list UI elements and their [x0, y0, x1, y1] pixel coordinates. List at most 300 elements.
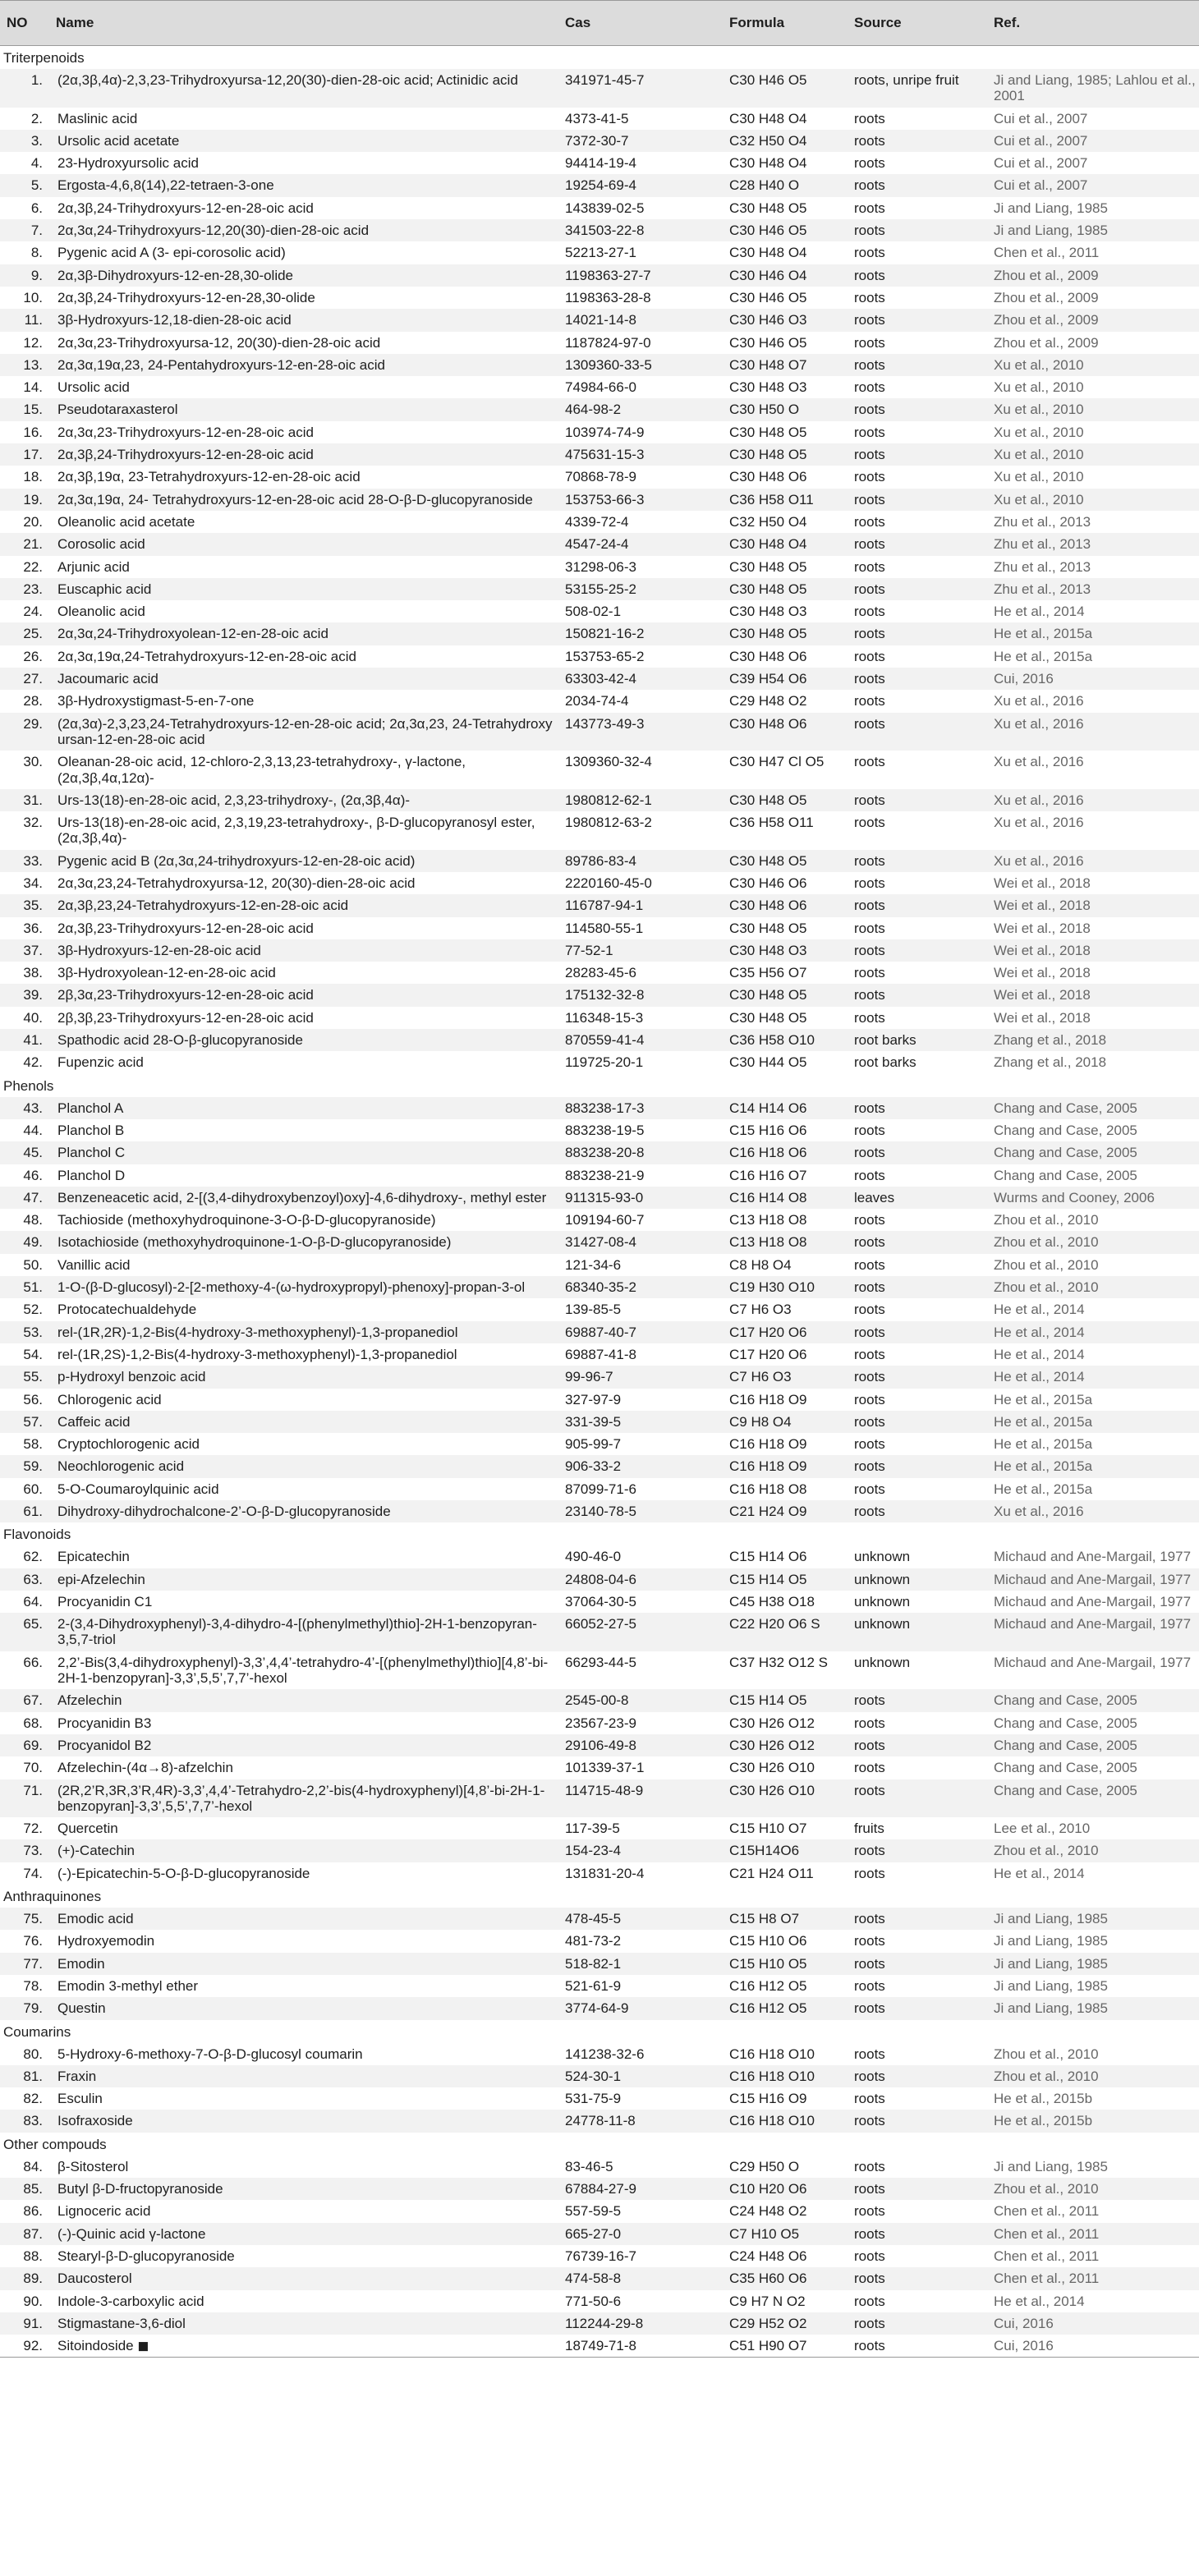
cell-formula: C30 H48 O3: [729, 379, 807, 396]
cell-cas: 1198363-27-7: [565, 267, 651, 283]
cell-name: Ergosta-4,6,8(14),22-tetraen-3-one: [57, 177, 274, 194]
table-row: [0, 152, 1199, 174]
cell-formula: C30 H48 O5: [729, 424, 807, 440]
cell-name: Emodin: [57, 1955, 105, 1972]
cell-cas: 153753-66-3: [565, 491, 645, 507]
cell-ref: Zhou et al., 2010: [994, 1256, 1099, 1273]
table-row: [0, 2087, 1199, 2110]
cell-source: roots: [854, 1504, 885, 1519]
table-row: [0, 1231, 1199, 1253]
table-row: [0, 1930, 1199, 1952]
table-row: [0, 1389, 1199, 1411]
table-row: [0, 1298, 1199, 1320]
cell-no: 3.: [30, 132, 43, 149]
cell-source: roots: [854, 1737, 885, 1753]
cell-name: (-)-Epicatechin-5-O-β-D-glucopyranoside: [57, 1865, 310, 1881]
cell-ref: Cui et al., 2007: [994, 177, 1088, 194]
cell-formula: C30 H48 O5: [729, 447, 807, 463]
cell-no: 6.: [30, 200, 43, 216]
table-row: [0, 1613, 1199, 1651]
cell-name: (-)-Quinic acid γ-lactone: [57, 2225, 206, 2242]
cell-no: 56.: [23, 1391, 43, 1407]
cell-no: 51.: [23, 1279, 43, 1296]
cell-no: 4.: [30, 155, 43, 172]
cell-ref: Zhu et al., 2013: [994, 513, 1091, 530]
cell-name: 2,2’-Bis(3,4-dihydroxyphenyl)-3,3’,4,4’-tetrahydro-4’-[(phenylmethyl)thio][4,8’-bi-2H-1-benzopyran]-3,3’,5,5’,7,7’-hexol: [57, 1654, 549, 1687]
cell-source: roots: [854, 1302, 885, 1318]
cell-no: 26.: [23, 648, 43, 664]
table-row: [0, 398, 1199, 420]
table-row: [0, 713, 1199, 751]
cell-source: roots: [854, 1933, 885, 1949]
table-row: [0, 984, 1199, 1006]
cell-cas: 150821-16-2: [565, 626, 645, 642]
cell-source: roots: [854, 177, 885, 194]
cell-ref: He et al., 2015b: [994, 2113, 1093, 2129]
cell-source: roots: [854, 469, 885, 485]
table-row: [0, 850, 1199, 872]
table-row: [0, 1051, 1199, 1073]
cell-no: 23.: [23, 581, 43, 597]
table-row: [0, 2043, 1199, 2065]
cell-cas: 74984-66-0: [565, 379, 636, 396]
table-row: [0, 1187, 1199, 1209]
cell-name: p-Hydroxyl benzoic acid: [57, 1369, 206, 1385]
cell-ref: Ji and Liang, 1985: [994, 223, 1108, 239]
cell-ref: Chang and Case, 2005: [994, 1760, 1137, 1776]
cell-cas: 131831-20-4: [565, 1865, 645, 1881]
cell-formula: C30 H48 O5: [729, 581, 807, 597]
cell-name: 3β-Hydroxyurs-12-en-28-oic acid: [57, 942, 261, 958]
cell-ref: Wei et al., 2018: [994, 875, 1091, 891]
cell-source: root barks: [854, 1054, 916, 1071]
cell-formula: C32 H50 O4: [729, 132, 807, 149]
cell-source: root barks: [854, 1032, 916, 1049]
table-row: [0, 1545, 1199, 1568]
cell-cas: 883238-20-8: [565, 1145, 645, 1161]
cell-cas: 53155-25-2: [565, 581, 636, 597]
cell-ref: Wei et al., 2018: [994, 1009, 1091, 1026]
cell-no: 73.: [23, 1843, 43, 1859]
cell-source: roots: [854, 1234, 885, 1251]
table-row: [0, 466, 1199, 488]
cell-formula: C37 H32 O12 S: [729, 1654, 829, 1670]
table-row: [0, 511, 1199, 533]
cell-ref: Ji and Liang, 1985: [994, 1977, 1108, 1994]
cell-cas: 116348-15-3: [565, 1009, 644, 1026]
cell-no: 16.: [23, 424, 43, 440]
cell-formula: C16 H18 O8: [729, 1481, 807, 1497]
cell-ref: Chang and Case, 2005: [994, 1737, 1137, 1753]
table-row: [0, 2312, 1199, 2335]
cell-formula: C21 H24 O9: [729, 1504, 807, 1519]
cell-name: Lignoceric acid: [57, 2203, 151, 2220]
cell-formula: C10 H20 O6: [729, 2181, 807, 2197]
section-heading: Flavonoids: [3, 1527, 71, 1543]
cell-formula: C16 H18 O9: [729, 1391, 807, 1407]
cell-source: roots: [854, 604, 885, 620]
table-row: [0, 962, 1199, 984]
cell-source: roots: [854, 626, 885, 642]
cell-name: 1-O-(β-D-glucosyl)-2-[2-methoxy-4-(ω-hydroxypropyl)-phenoxy]-propan-3-ol: [57, 1279, 526, 1296]
cell-source: roots: [854, 815, 885, 831]
cell-formula: C16 H18 O9: [729, 1458, 807, 1475]
cell-ref: Zhu et al., 2013: [994, 558, 1091, 575]
table-row: [0, 354, 1199, 376]
cell-ref: Zhu et al., 2013: [994, 536, 1091, 553]
cell-no: 68.: [23, 1715, 43, 1731]
cell-ref: Michaud and Ane-Margail, 1977: [994, 1593, 1192, 1609]
cell-no: 15.: [23, 402, 43, 418]
cell-source: roots: [854, 693, 885, 709]
cell-name: Spathodic acid 28-O-β-glucopyranoside: [57, 1032, 303, 1049]
cell-source: roots: [854, 1167, 885, 1183]
cell-name: Ursolic acid: [57, 379, 130, 396]
cell-name: Pygenic acid A (3- epi-corosolic acid): [57, 245, 286, 261]
cell-cas: 1309360-32-4: [565, 754, 652, 770]
cell-name: Oleanolic acid acetate: [57, 513, 195, 530]
cell-ref: Wei et al., 2018: [994, 965, 1091, 981]
cell-ref: Zhou et al., 2010: [994, 2181, 1099, 2197]
cell-cas: 911315-93-0: [565, 1189, 644, 1205]
cell-source: roots: [854, 1122, 885, 1138]
cell-formula: C30 H48 O6: [729, 648, 807, 664]
cell-no: 74.: [23, 1865, 43, 1881]
cell-source: roots: [854, 942, 885, 958]
cell-formula: C15 H14 O6: [729, 1549, 807, 1565]
cell-source: roots: [854, 424, 885, 440]
table-row: [0, 1254, 1199, 1276]
table-row: [0, 1500, 1199, 1522]
cell-no: 88.: [23, 2248, 43, 2264]
cell-formula: C15 H10 O7: [729, 1821, 807, 1837]
cell-cas: 117-39-5: [565, 1821, 620, 1837]
cell-name: Arjunic acid: [57, 558, 130, 575]
cell-name: 3β-Hydroxyolean-12-en-28-oic acid: [57, 965, 276, 981]
cell-no: 13.: [23, 356, 43, 373]
cell-ref: He et al., 2015a: [994, 648, 1093, 664]
cell-formula: C30 H48 O5: [729, 792, 807, 808]
cell-no: 11.: [24, 312, 43, 328]
cell-no: 19.: [23, 491, 43, 507]
cell-no: 75.: [23, 1911, 43, 1927]
cell-cas: 883238-17-3: [565, 1100, 645, 1116]
cell-no: 48.: [23, 1212, 43, 1228]
cell-name: Sitoindoside ◼: [57, 2338, 149, 2354]
cell-name: Planchol D: [57, 1167, 126, 1183]
table-row: [0, 1164, 1199, 1187]
cell-no: 33.: [23, 852, 43, 869]
table-row: [0, 1712, 1199, 1734]
cell-name: Quercetin: [57, 1821, 118, 1837]
cell-cas: 14021-14-8: [565, 312, 636, 328]
table-row: [0, 264, 1199, 287]
cell-formula: C29 H50 O: [729, 2158, 800, 2174]
cell-formula: C14 H14 O6: [729, 1100, 807, 1116]
cell-ref: Michaud and Ane-Margail, 1977: [994, 1654, 1192, 1670]
cell-formula: C16 H18 O10: [729, 2068, 815, 2084]
cell-formula: C30 H26 O10: [729, 1760, 815, 1776]
cell-no: 84.: [23, 2158, 43, 2174]
cell-ref: Cui et al., 2007: [994, 155, 1088, 172]
cell-ref: Ji and Liang, 1985: [994, 2000, 1108, 2017]
table-row: [0, 1455, 1199, 1477]
cell-formula: C45 H38 O18: [729, 1593, 815, 1609]
cell-no: 71.: [23, 1782, 43, 1798]
cell-cas: 4373-41-5: [565, 110, 629, 126]
cell-no: 1.: [30, 72, 43, 88]
cell-ref: Lee et al., 2010: [994, 1821, 1091, 1837]
cell-no: 10.: [23, 289, 43, 305]
cell-ref: Xu et al., 2010: [994, 402, 1084, 418]
header-source: Source: [854, 15, 902, 30]
cell-source: roots: [854, 1369, 885, 1385]
cell-cas: 154-23-4: [565, 1843, 622, 1859]
cell-formula: C9 H8 O4: [729, 1413, 792, 1430]
cell-formula: C15 H16 O9: [729, 2091, 807, 2107]
cell-cas: 103974-74-9: [565, 424, 645, 440]
cell-ref: Cui et al., 2007: [994, 110, 1088, 126]
cell-source: roots: [854, 1436, 885, 1453]
table-row: [0, 2110, 1199, 2132]
cell-no: 14.: [23, 379, 43, 396]
cell-cas: 112244-29-8: [565, 2315, 644, 2331]
table-row: [0, 917, 1199, 939]
cell-formula: C32 H50 O4: [729, 513, 807, 530]
cell-cas: 99-96-7: [565, 1369, 613, 1385]
table-row: [0, 2065, 1199, 2087]
cell-source: roots: [854, 754, 885, 770]
cell-name: Planchol B: [57, 1122, 125, 1138]
cell-no: 82.: [23, 2091, 43, 2107]
cell-source: roots: [854, 1458, 885, 1475]
cell-no: 53.: [23, 1324, 43, 1340]
table-row: [0, 1839, 1199, 1862]
cell-cas: 31298-06-3: [565, 558, 636, 575]
cell-formula: C30 H46 O5: [729, 223, 807, 239]
cell-formula: C36 H58 O11: [729, 815, 814, 831]
cell-cas: 87099-71-6: [565, 1481, 636, 1497]
cell-no: 39.: [23, 987, 43, 1003]
cell-source: roots: [854, 312, 885, 328]
table-row: [0, 376, 1199, 398]
cell-formula: C30 H48 O4: [729, 155, 807, 172]
cell-cas: 116787-94-1: [565, 898, 644, 914]
cell-cas: 175132-32-8: [565, 987, 645, 1003]
cell-cas: 341971-45-7: [565, 72, 645, 88]
cell-name: β-Sitosterol: [57, 2158, 129, 2174]
cell-no: 22.: [23, 558, 43, 575]
cell-name: Afzelechin: [57, 1692, 122, 1709]
cell-ref: Cui, 2016: [994, 671, 1054, 687]
table-bottom-rule: [0, 2357, 1199, 2358]
cell-ref: Xu et al., 2010: [994, 379, 1084, 396]
cell-cas: 870559-41-4: [565, 1032, 645, 1049]
cell-cas: 475631-15-3: [565, 447, 645, 463]
cell-name: Afzelechin-(4α→8)-afzelchin: [57, 1760, 233, 1776]
cell-ref: Xu et al., 2010: [994, 356, 1084, 373]
cell-cas: 508-02-1: [565, 604, 622, 620]
table-row: [0, 1908, 1199, 1930]
table-row: [0, 2245, 1199, 2267]
table-row: [0, 1953, 1199, 1975]
cell-source: roots: [854, 1865, 885, 1881]
cell-source: roots: [854, 2158, 885, 2174]
table-row: [0, 443, 1199, 466]
table-row: [0, 2223, 1199, 2245]
cell-source: roots: [854, 356, 885, 373]
cell-cas: 883238-19-5: [565, 1122, 645, 1138]
cell-source: roots: [854, 852, 885, 869]
cell-formula: C30 H46 O6: [729, 875, 807, 891]
cell-cas: 1980812-62-1: [565, 792, 652, 808]
cell-no: 20.: [23, 513, 43, 530]
cell-no: 55.: [23, 1369, 43, 1385]
cell-name: Questin: [57, 2000, 106, 2017]
cell-no: 91.: [23, 2315, 43, 2331]
cell-source: unknown: [854, 1654, 911, 1670]
cell-name: (+)-Catechin: [57, 1843, 136, 1859]
table-row: [0, 645, 1199, 668]
cell-formula: C16 H12 O5: [729, 2000, 807, 2017]
cell-formula: C21 H24 O11: [729, 1865, 814, 1881]
cell-source: roots: [854, 513, 885, 530]
table-row: [0, 130, 1199, 152]
cell-formula: C30 H46 O5: [729, 289, 807, 305]
cell-ref: Zhou et al., 2010: [994, 2046, 1099, 2062]
cell-formula: C30 H48 O4: [729, 110, 807, 126]
cell-ref: Chen et al., 2011: [994, 2225, 1100, 2242]
table-row: [0, 69, 1199, 108]
cell-ref: Zhou et al., 2009: [994, 334, 1099, 351]
cell-source: roots: [854, 267, 885, 283]
cell-formula: C24 H48 O2: [729, 2203, 807, 2220]
cell-cas: 23140-78-5: [565, 1504, 636, 1519]
cell-source: roots: [854, 200, 885, 216]
cell-cas: 52213-27-1: [565, 245, 636, 261]
cell-cas: 143839-02-5: [565, 200, 645, 216]
cell-name: Butyl β-D-fructopyranoside: [57, 2181, 223, 2197]
table-row: [0, 2335, 1199, 2357]
cell-cas: 531-75-9: [565, 2091, 622, 2107]
cell-cas: 18749-71-8: [565, 2338, 636, 2354]
table-row: [0, 2290, 1199, 2312]
cell-formula: C36 H58 O11: [729, 491, 814, 507]
cell-name: 3β-Hydroxyurs-12,18-dien-28-oic acid: [57, 312, 292, 328]
cell-name: rel-(1R,2S)-1,2-Bis(4-hydroxy-3-methoxyphenyl)-1,3-propanediol: [57, 1346, 457, 1362]
cell-name: Urs-13(18)-en-28-oic acid, 2,3,23-trihydroxy-, (2α,3β,4α)-: [57, 792, 411, 808]
cell-cas: 31427-08-4: [565, 1234, 636, 1251]
cell-name: Maslinic acid: [57, 110, 138, 126]
cell-formula: C51 H90 O7: [729, 2338, 807, 2354]
cell-no: 30.: [23, 754, 43, 770]
table-row: [0, 2178, 1199, 2200]
cell-ref: Zhang et al., 2018: [994, 1032, 1107, 1049]
cell-source: roots: [854, 1346, 885, 1362]
cell-formula: C30 H46 O3: [729, 312, 807, 328]
cell-source: roots: [854, 2271, 885, 2287]
cell-name: 23-Hydroxyursolic acid: [57, 155, 199, 172]
cell-ref: Zhou et al., 2009: [994, 289, 1099, 305]
cell-name: (2α,3β,4α)-2,3,23-Trihydroxyursa-12,20(30)-dien-28-oic acid; Actinidic acid: [57, 72, 518, 88]
cell-name: Isotachioside (methoxyhydroquinone-1-O-β-D-glucopyranoside): [57, 1234, 452, 1251]
cell-name: 2α,3α,19α, 24- Tetrahydroxyurs-12-en-28-oic acid 28-O-β-D-glucopyranoside: [57, 491, 533, 507]
cell-ref: Ji and Liang, 1985: [994, 2158, 1108, 2174]
cell-source: roots: [854, 792, 885, 808]
cell-name: 2α,3β,24-Trihydroxyurs-12-en-28,30-olide: [57, 289, 315, 305]
cell-cas: 143773-49-3: [565, 715, 645, 732]
cell-name: rel-(1R,2R)-1,2-Bis(4-hydroxy-3-methoxyphenyl)-1,3-propanediol: [57, 1324, 458, 1340]
cell-source: unknown: [854, 1549, 911, 1565]
cell-no: 18.: [23, 469, 43, 485]
cell-cas: 83-46-5: [565, 2158, 613, 2174]
cell-name: epi-Afzelechin: [57, 1571, 145, 1587]
cell-name: Chlorogenic acid: [57, 1391, 162, 1407]
cell-formula: C16 H18 O10: [729, 2113, 815, 2129]
cell-name: Caffeic acid: [57, 1413, 131, 1430]
cell-source: roots: [854, 1279, 885, 1296]
cell-source: roots: [854, 2293, 885, 2309]
cell-ref: Chang and Case, 2005: [994, 1145, 1137, 1161]
table-row: [0, 219, 1199, 241]
cell-cas: 1980812-63-2: [565, 815, 652, 831]
table-row: [0, 622, 1199, 645]
table-row: [0, 1997, 1199, 2019]
cell-no: 44.: [23, 1122, 43, 1138]
cell-no: 77.: [23, 1955, 43, 1972]
cell-ref: Cui, 2016: [994, 2338, 1054, 2354]
cell-source: roots: [854, 965, 885, 981]
table-row: [0, 2200, 1199, 2222]
cell-no: 58.: [23, 1436, 43, 1453]
cell-no: 2.: [30, 110, 43, 126]
table-row: [0, 1119, 1199, 1141]
cell-ref: Xu et al., 2016: [994, 792, 1084, 808]
cell-ref: Michaud and Ane-Margail, 1977: [994, 1616, 1192, 1632]
cell-name: Urs-13(18)-en-28-oic acid, 2,3,19,23-tetrahydroxy-, β-D-glucopyranosyl ester, (2α,3β,4α)-: [57, 815, 535, 847]
table-row: [0, 2267, 1199, 2289]
cell-no: 85.: [23, 2181, 43, 2197]
cell-source: roots: [854, 558, 885, 575]
cell-formula: C15 H14 O5: [729, 1571, 807, 1587]
cell-cas: 76739-16-7: [565, 2248, 636, 2264]
cell-ref: Zhou et al., 2010: [994, 2068, 1099, 2084]
cell-ref: Xu et al., 2016: [994, 715, 1084, 732]
section-heading: Phenols: [3, 1077, 54, 1094]
cell-name: 2β,3β,23-Trihydroxyurs-12-en-28-oic acid: [57, 1009, 314, 1026]
cell-formula: C7 H6 O3: [729, 1302, 792, 1318]
cell-no: 25.: [23, 626, 43, 642]
cell-no: 78.: [23, 1977, 43, 1994]
cell-ref: He et al., 2015a: [994, 1436, 1093, 1453]
cell-no: 31.: [23, 792, 43, 808]
cell-no: 35.: [23, 898, 43, 914]
cell-ref: Xu et al., 2016: [994, 852, 1084, 869]
cell-no: 86.: [23, 2203, 43, 2220]
cell-no: 50.: [23, 1256, 43, 1273]
cell-ref: Ji and Liang, 1985: [994, 200, 1108, 216]
cell-source: roots: [854, 289, 885, 305]
cell-no: 37.: [23, 942, 43, 958]
cell-source: roots: [854, 1782, 885, 1798]
cell-ref: Chen et al., 2011: [994, 2203, 1100, 2220]
cell-no: 76.: [23, 1933, 43, 1949]
cell-ref: Xu et al., 2010: [994, 424, 1084, 440]
cell-ref: Chang and Case, 2005: [994, 1692, 1137, 1709]
cell-no: 45.: [23, 1145, 43, 1161]
cell-no: 28.: [23, 693, 43, 709]
cell-formula: C22 H20 O6 S: [729, 1616, 820, 1632]
